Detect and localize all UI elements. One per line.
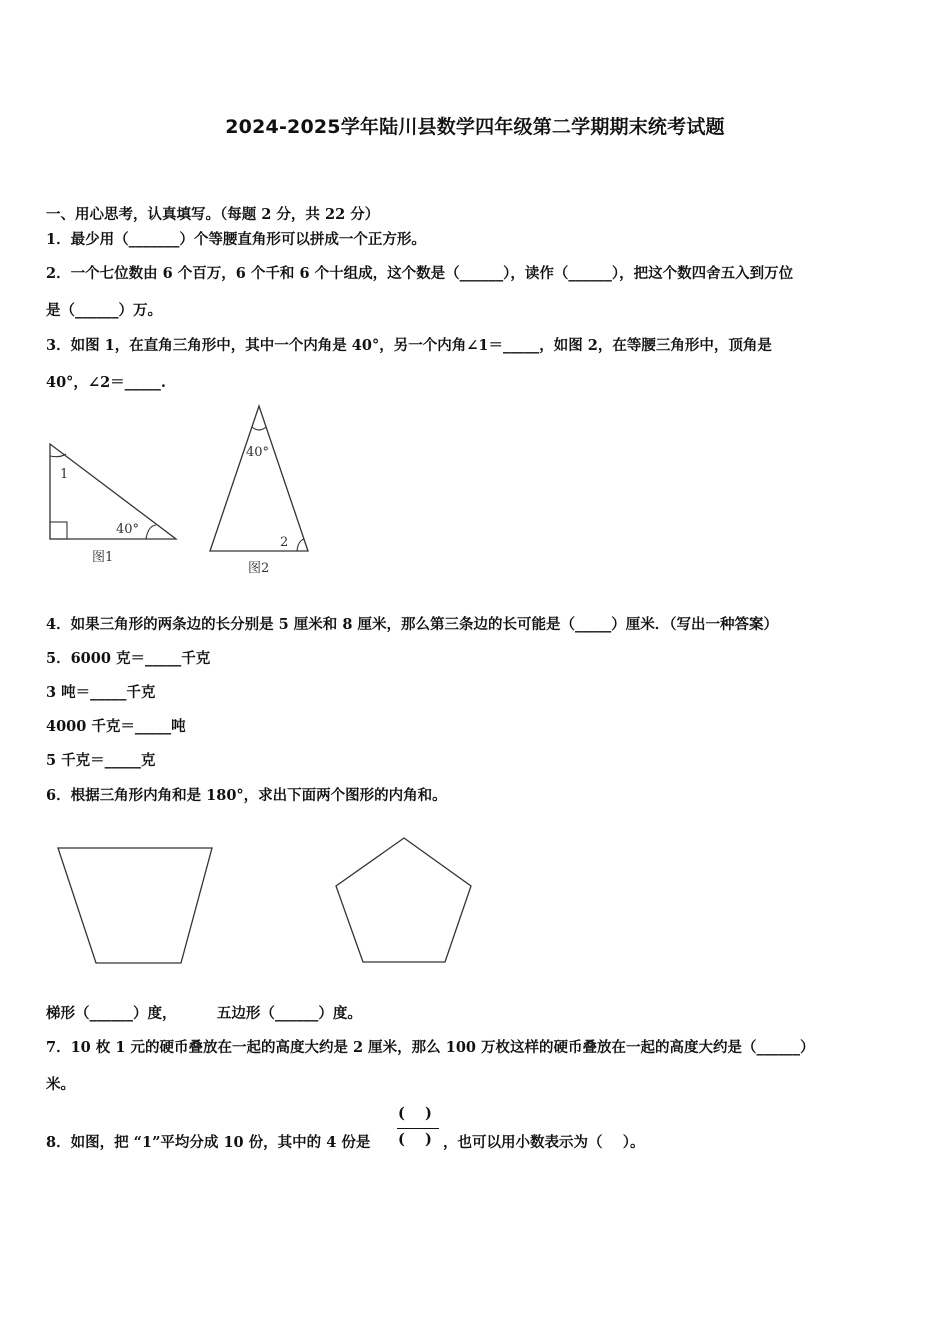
question-8-suffix: ，也可以用小数表示为（ ）。 <box>443 1134 645 1151</box>
question-5-b: 3 吨＝_____千克 <box>46 684 156 701</box>
question-3-line-1: 3．如图 1，在直角三角形中，其中一个内角是 40°，另一个内角∠1＝_____，如图 2，在等腰三角形中，顶角是 <box>46 337 772 354</box>
figure-1-right-triangle <box>44 436 184 568</box>
figure-trapezoid <box>52 842 218 970</box>
angle-1-label: 1 <box>60 467 69 482</box>
apex-angle-label: 40° <box>246 445 270 460</box>
right-angle-mark <box>50 522 67 539</box>
angle-2-arc <box>297 539 304 551</box>
isosceles-triangle-shape <box>210 406 308 551</box>
angle-2-label: 2 <box>280 535 289 550</box>
question-5-a: 5．6000 克＝_____千克 <box>46 650 211 667</box>
question-7-line-2: 米。 <box>46 1076 75 1093</box>
figure-1-caption: 图1 <box>92 550 114 565</box>
angle-40-label: 40° <box>116 522 140 537</box>
page-title: 2024-2025学年陆川县数学四年级第二学期期末统考试题 <box>225 116 725 138</box>
figure-pentagon <box>330 832 478 970</box>
question-1: 1．最少用（_______）个等腰直角形可以拼成一个正方形。 <box>46 231 426 248</box>
section-heading: 一、用心思考，认真填写。（每题 2 分，共 22 分） <box>46 206 380 223</box>
question-8-prefix: 8．如图，把 “1”平均分成 10 份，其中的 4 份是 <box>46 1134 371 1151</box>
figure-2-caption: 图2 <box>248 561 270 576</box>
question-6: 6．根据三角形内角和是 180°，求出下面两个图形的内角和。 <box>46 787 447 804</box>
question-2-line-2: 是（______）万。 <box>46 302 162 319</box>
fraction-numerator: ( ) <box>398 1105 432 1122</box>
figure-2-isosceles-triangle <box>204 400 316 578</box>
question-5-d: 5 千克＝_____克 <box>46 752 156 769</box>
trapezoid-shape <box>58 848 212 963</box>
fraction-bar <box>397 1128 439 1129</box>
angle-40-arc <box>146 525 156 539</box>
question-3-line-2: 40°，∠2＝_____. <box>46 374 166 391</box>
question-4: 4．如果三角形的两条边的长分别是 5 厘米和 8 厘米，那么第三条边的长可能是（_____）厘米．（写出一种答案） <box>46 616 778 633</box>
pentagon-shape <box>336 838 471 962</box>
question-6-answers: 梯形（______）度， 五边形（______）度。 <box>46 1005 362 1022</box>
apex-angle-arc <box>252 427 266 430</box>
right-triangle-shape <box>50 444 176 539</box>
question-5-c: 4000 千克＝_____吨 <box>46 718 186 735</box>
fraction-denominator: ( ) <box>398 1131 432 1148</box>
question-2-line-1: 2．一个七位数由 6 个百万，6 个千和 6 个十组成，这个数是（______），读作（______），把这个数四舍五入到万位 <box>46 265 794 282</box>
question-7-line-1: 7．10 枚 1 元的硬币叠放在一起的高度大约是 2 厘米，那么 100 万枚这样的硬币叠放在一起的高度大约是（______） <box>46 1039 815 1056</box>
